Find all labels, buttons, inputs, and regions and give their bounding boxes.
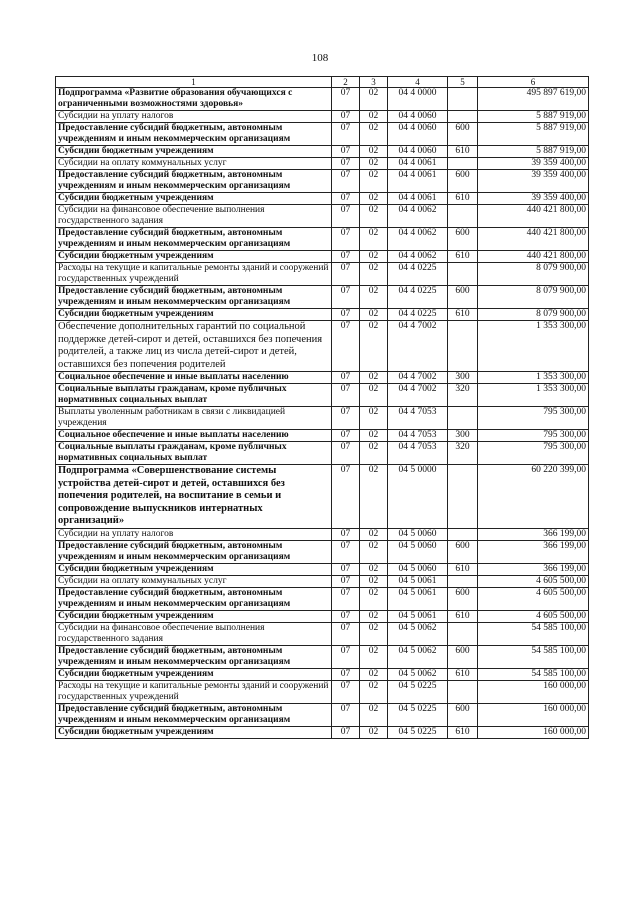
row-subsection-cell: 02 xyxy=(360,111,388,123)
row-target-code-cell: 04 5 0225 xyxy=(388,680,448,703)
row-name-cell: Субсидии на уплату налогов xyxy=(56,528,332,540)
row-target-code-cell: 04 4 0062 xyxy=(388,251,448,263)
row-name-cell: Предоставление субсидий бюджетным, автономным учреждениям и иным некоммерческим организациям xyxy=(56,587,332,610)
row-amount-cell: 795 300,00 xyxy=(478,442,589,465)
row-amount-cell: 54 585 100,00 xyxy=(478,668,589,680)
table-row xyxy=(56,407,589,430)
table-row xyxy=(56,384,589,407)
row-expense-type-cell: 610 xyxy=(448,610,478,622)
row-subsection-cell: 02 xyxy=(360,251,388,263)
row-target-code-cell: 04 5 0060 xyxy=(388,528,448,540)
row-section-cell: 07 xyxy=(332,726,360,738)
row-subsection-cell: 02 xyxy=(360,158,388,170)
row-name-cell: Субсидии бюджетным учреждениям xyxy=(56,309,332,321)
row-name-cell: Субсидии на уплату налогов xyxy=(56,111,332,123)
row-section-cell: 07 xyxy=(332,587,360,610)
table-row xyxy=(56,170,589,193)
row-amount-cell: 440 421 800,00 xyxy=(478,205,589,228)
row-target-code-cell: 04 5 0225 xyxy=(388,726,448,738)
row-subsection-cell: 02 xyxy=(360,263,388,286)
row-expense-type-cell: 600 xyxy=(448,587,478,610)
row-name-cell: Социальные выплаты гражданам, кроме публичных нормативных социальных выплат xyxy=(56,442,332,465)
table-row xyxy=(56,680,589,703)
row-amount-cell: 795 300,00 xyxy=(478,407,589,430)
row-name-cell: Предоставление субсидий бюджетным, автономным учреждениям и иным некоммерческим организациям xyxy=(56,286,332,309)
row-expense-type-cell: 320 xyxy=(448,442,478,465)
row-expense-type-cell xyxy=(448,205,478,228)
row-subsection-cell: 02 xyxy=(360,407,388,430)
table-row xyxy=(56,540,589,563)
header-cell: 6 xyxy=(478,77,589,88)
row-target-code-cell: 04 4 7002 xyxy=(388,321,448,372)
row-subsection-cell: 02 xyxy=(360,228,388,251)
row-name-cell: Расходы на текущие и капитальные ремонты зданий и сооружений государственных учреждений xyxy=(56,263,332,286)
table-row xyxy=(56,668,589,680)
row-target-code-cell: 04 4 7053 xyxy=(388,442,448,465)
row-amount-cell: 366 199,00 xyxy=(478,528,589,540)
row-name-cell: Субсидии бюджетным учреждениям xyxy=(56,726,332,738)
row-amount-cell: 5 887 919,00 xyxy=(478,146,589,158)
row-name-cell: Субсидии бюджетным учреждениям xyxy=(56,251,332,263)
row-subsection-cell: 02 xyxy=(360,622,388,645)
row-section-cell: 07 xyxy=(332,384,360,407)
row-amount-cell: 1 353 300,00 xyxy=(478,384,589,407)
row-subsection-cell: 02 xyxy=(360,680,388,703)
table-row xyxy=(56,563,589,575)
row-expense-type-cell: 600 xyxy=(448,123,478,146)
row-subsection-cell: 02 xyxy=(360,205,388,228)
row-section-cell: 07 xyxy=(332,170,360,193)
row-expense-type-cell: 610 xyxy=(448,251,478,263)
table-row xyxy=(56,123,589,146)
row-expense-type-cell xyxy=(448,158,478,170)
row-subsection-cell: 02 xyxy=(360,668,388,680)
row-subsection-cell: 02 xyxy=(360,430,388,442)
header-cell: 1 xyxy=(56,77,332,88)
row-name-cell: Субсидии бюджетным учреждениям xyxy=(56,146,332,158)
row-amount-cell: 39 359 400,00 xyxy=(478,158,589,170)
row-expense-type-cell: 610 xyxy=(448,563,478,575)
row-name-cell: Предоставление субсидий бюджетным, автономным учреждениям и иным некоммерческим организациям xyxy=(56,228,332,251)
row-name-cell: Субсидии бюджетным учреждениям xyxy=(56,193,332,205)
row-amount-cell: 5 887 919,00 xyxy=(478,111,589,123)
row-target-code-cell: 04 5 0062 xyxy=(388,645,448,668)
row-expense-type-cell: 600 xyxy=(448,170,478,193)
row-amount-cell: 160 000,00 xyxy=(478,703,589,726)
row-name-cell: Подпрограмма «Развитие образования обучающихся с ограниченными возможностями здоровья» xyxy=(56,88,332,111)
row-section-cell: 07 xyxy=(332,123,360,146)
row-subsection-cell: 02 xyxy=(360,123,388,146)
row-expense-type-cell xyxy=(448,321,478,372)
row-target-code-cell: 04 4 7053 xyxy=(388,430,448,442)
row-amount-cell: 8 079 900,00 xyxy=(478,309,589,321)
row-subsection-cell: 02 xyxy=(360,726,388,738)
row-target-code-cell: 04 4 0061 xyxy=(388,158,448,170)
row-expense-type-cell: 610 xyxy=(448,309,478,321)
row-subsection-cell: 02 xyxy=(360,540,388,563)
row-target-code-cell: 04 4 0225 xyxy=(388,286,448,309)
table-header-row xyxy=(56,77,589,88)
row-amount-cell: 366 199,00 xyxy=(478,563,589,575)
row-section-cell: 07 xyxy=(332,563,360,575)
row-amount-cell: 160 000,00 xyxy=(478,680,589,703)
row-target-code-cell: 04 5 0062 xyxy=(388,668,448,680)
row-amount-cell: 54 585 100,00 xyxy=(478,645,589,668)
table-row xyxy=(56,703,589,726)
row-expense-type-cell xyxy=(448,88,478,111)
row-section-cell: 07 xyxy=(332,158,360,170)
row-amount-cell: 495 897 619,00 xyxy=(478,88,589,111)
row-subsection-cell: 02 xyxy=(360,645,388,668)
row-subsection-cell: 02 xyxy=(360,193,388,205)
row-section-cell: 07 xyxy=(332,540,360,563)
row-amount-cell: 8 079 900,00 xyxy=(478,263,589,286)
row-amount-cell: 60 220 399,00 xyxy=(478,465,589,529)
row-expense-type-cell xyxy=(448,407,478,430)
table-row xyxy=(56,251,589,263)
row-expense-type-cell: 600 xyxy=(448,228,478,251)
row-name-cell: Субсидии на оплату коммунальных услуг xyxy=(56,158,332,170)
row-section-cell: 07 xyxy=(332,193,360,205)
row-expense-type-cell: 600 xyxy=(448,703,478,726)
table-row xyxy=(56,263,589,286)
row-expense-type-cell: 300 xyxy=(448,372,478,384)
row-expense-type-cell xyxy=(448,465,478,529)
row-name-cell: Субсидии на финансовое обеспечение выполнения государственного задания xyxy=(56,622,332,645)
row-section-cell: 07 xyxy=(332,465,360,529)
row-subsection-cell: 02 xyxy=(360,575,388,587)
row-subsection-cell: 02 xyxy=(360,563,388,575)
row-subsection-cell: 02 xyxy=(360,610,388,622)
row-section-cell: 07 xyxy=(332,309,360,321)
row-amount-cell: 1 353 300,00 xyxy=(478,372,589,384)
row-section-cell: 07 xyxy=(332,575,360,587)
row-amount-cell: 160 000,00 xyxy=(478,726,589,738)
row-amount-cell: 4 605 500,00 xyxy=(478,610,589,622)
table-row xyxy=(56,158,589,170)
row-amount-cell: 4 605 500,00 xyxy=(478,575,589,587)
row-expense-type-cell: 600 xyxy=(448,540,478,563)
row-target-code-cell: 04 4 7002 xyxy=(388,384,448,407)
row-target-code-cell: 04 4 0062 xyxy=(388,205,448,228)
row-expense-type-cell: 600 xyxy=(448,645,478,668)
row-subsection-cell: 02 xyxy=(360,587,388,610)
row-amount-cell: 54 585 100,00 xyxy=(478,622,589,645)
row-subsection-cell: 02 xyxy=(360,309,388,321)
row-subsection-cell: 02 xyxy=(360,703,388,726)
row-target-code-cell: 04 4 0225 xyxy=(388,263,448,286)
header-cell: 3 xyxy=(360,77,388,88)
row-name-cell: Предоставление субсидий бюджетным, автономным учреждениям и иным некоммерческим организациям xyxy=(56,540,332,563)
row-subsection-cell: 02 xyxy=(360,372,388,384)
row-name-cell: Субсидии на оплату коммунальных услуг xyxy=(56,575,332,587)
row-section-cell: 07 xyxy=(332,645,360,668)
row-name-cell: Социальное обеспечение и иные выплаты населению xyxy=(56,430,332,442)
row-section-cell: 07 xyxy=(332,430,360,442)
row-expense-type-cell: 600 xyxy=(448,286,478,309)
row-target-code-cell: 04 4 0061 xyxy=(388,193,448,205)
table-row xyxy=(56,610,589,622)
row-target-code-cell: 04 4 0000 xyxy=(388,88,448,111)
row-expense-type-cell: 610 xyxy=(448,726,478,738)
row-section-cell: 07 xyxy=(332,622,360,645)
table-row xyxy=(56,575,589,587)
row-expense-type-cell xyxy=(448,575,478,587)
row-section-cell: 07 xyxy=(332,680,360,703)
row-section-cell: 07 xyxy=(332,703,360,726)
row-name-cell: Обеспечение дополнительных гарантий по социальной поддержке детей-сирот и детей, оставшихся без попечения родителей, а также лиц из числа детей-сирот и детей, оставшихся без попечения родителей xyxy=(56,321,332,372)
row-name-cell: Расходы на текущие и капитальные ремонты зданий и сооружений государственных учреждений xyxy=(56,680,332,703)
row-subsection-cell: 02 xyxy=(360,528,388,540)
row-expense-type-cell: 610 xyxy=(448,193,478,205)
row-amount-cell: 366 199,00 xyxy=(478,540,589,563)
table-row xyxy=(56,372,589,384)
row-section-cell: 07 xyxy=(332,610,360,622)
table-row xyxy=(56,228,589,251)
row-expense-type-cell xyxy=(448,680,478,703)
table-row xyxy=(56,193,589,205)
row-subsection-cell: 02 xyxy=(360,384,388,407)
row-section-cell: 07 xyxy=(332,111,360,123)
row-target-code-cell: 04 5 0060 xyxy=(388,540,448,563)
row-subsection-cell: 02 xyxy=(360,170,388,193)
row-amount-cell: 5 887 919,00 xyxy=(478,123,589,146)
row-target-code-cell: 04 5 0225 xyxy=(388,703,448,726)
table-row xyxy=(56,622,589,645)
row-target-code-cell: 04 5 0061 xyxy=(388,610,448,622)
row-name-cell: Предоставление субсидий бюджетным, автономным учреждениям и иным некоммерческим организациям xyxy=(56,123,332,146)
row-name-cell: Предоставление субсидий бюджетным, автономным учреждениям и иным некоммерческим организациям xyxy=(56,645,332,668)
row-target-code-cell: 04 5 0000 xyxy=(388,465,448,529)
row-expense-type-cell: 320 xyxy=(448,384,478,407)
row-amount-cell: 8 079 900,00 xyxy=(478,286,589,309)
table-row xyxy=(56,587,589,610)
row-target-code-cell: 04 4 7002 xyxy=(388,372,448,384)
row-section-cell: 07 xyxy=(332,321,360,372)
row-subsection-cell: 02 xyxy=(360,442,388,465)
header-cell: 5 xyxy=(448,77,478,88)
table-row xyxy=(56,321,589,372)
table-row xyxy=(56,726,589,738)
row-subsection-cell: 02 xyxy=(360,88,388,111)
row-amount-cell: 795 300,00 xyxy=(478,430,589,442)
row-target-code-cell: 04 4 0060 xyxy=(388,123,448,146)
row-section-cell: 07 xyxy=(332,372,360,384)
row-subsection-cell: 02 xyxy=(360,321,388,372)
row-amount-cell: 39 359 400,00 xyxy=(478,193,589,205)
row-section-cell: 07 xyxy=(332,528,360,540)
row-section-cell: 07 xyxy=(332,286,360,309)
table-row xyxy=(56,88,589,111)
budget-table xyxy=(55,76,589,739)
row-expense-type-cell xyxy=(448,528,478,540)
row-section-cell: 07 xyxy=(332,88,360,111)
table-row xyxy=(56,286,589,309)
row-name-cell: Субсидии бюджетным учреждениям xyxy=(56,668,332,680)
row-expense-type-cell xyxy=(448,622,478,645)
row-name-cell: Выплаты уволенным работникам в связи с ликвидацией учреждения xyxy=(56,407,332,430)
table-row xyxy=(56,528,589,540)
row-name-cell: Субсидии бюджетным учреждениям xyxy=(56,563,332,575)
row-section-cell: 07 xyxy=(332,205,360,228)
row-target-code-cell: 04 4 0062 xyxy=(388,228,448,251)
table-row xyxy=(56,430,589,442)
table-row xyxy=(56,309,589,321)
row-section-cell: 07 xyxy=(332,668,360,680)
row-name-cell: Подпрограмма «Совершенствование системы устройства детей-сирот и детей, оставшихся без попечения родителей, на воспитание в семьи и сопровождение выпускников интернатных организаций» xyxy=(56,465,332,529)
row-name-cell: Социальное обеспечение и иные выплаты населению xyxy=(56,372,332,384)
row-amount-cell: 39 359 400,00 xyxy=(478,170,589,193)
row-expense-type-cell: 610 xyxy=(448,668,478,680)
row-target-code-cell: 04 5 0061 xyxy=(388,575,448,587)
row-name-cell: Субсидии на финансовое обеспечение выполнения государственного задания xyxy=(56,205,332,228)
row-section-cell: 07 xyxy=(332,146,360,158)
table-row xyxy=(56,465,589,529)
header-cell: 4 xyxy=(388,77,448,88)
row-target-code-cell: 04 4 7053 xyxy=(388,407,448,430)
row-section-cell: 07 xyxy=(332,407,360,430)
row-expense-type-cell: 300 xyxy=(448,430,478,442)
row-target-code-cell: 04 4 0225 xyxy=(388,309,448,321)
row-target-code-cell: 04 4 0060 xyxy=(388,146,448,158)
row-section-cell: 07 xyxy=(332,228,360,251)
row-amount-cell: 4 605 500,00 xyxy=(478,587,589,610)
table-row xyxy=(56,442,589,465)
table-row xyxy=(56,645,589,668)
row-subsection-cell: 02 xyxy=(360,465,388,529)
row-subsection-cell: 02 xyxy=(360,146,388,158)
row-target-code-cell: 04 4 0061 xyxy=(388,170,448,193)
row-target-code-cell: 04 5 0062 xyxy=(388,622,448,645)
row-section-cell: 07 xyxy=(332,251,360,263)
row-name-cell: Предоставление субсидий бюджетным, автономным учреждениям и иным некоммерческим организациям xyxy=(56,170,332,193)
row-subsection-cell: 02 xyxy=(360,286,388,309)
table-row xyxy=(56,146,589,158)
table-row xyxy=(56,205,589,228)
row-amount-cell: 440 421 800,00 xyxy=(478,228,589,251)
table-row xyxy=(56,111,589,123)
row-expense-type-cell: 610 xyxy=(448,146,478,158)
row-name-cell: Предоставление субсидий бюджетным, автономным учреждениям и иным некоммерческим организациям xyxy=(56,703,332,726)
row-amount-cell: 440 421 800,00 xyxy=(478,251,589,263)
row-target-code-cell: 04 5 0061 xyxy=(388,587,448,610)
row-section-cell: 07 xyxy=(332,263,360,286)
row-amount-cell: 1 353 300,00 xyxy=(478,321,589,372)
row-name-cell: Социальные выплаты гражданам, кроме публичных нормативных социальных выплат xyxy=(56,384,332,407)
header-cell: 2 xyxy=(332,77,360,88)
page-number: 108 xyxy=(311,52,329,64)
row-name-cell: Субсидии бюджетным учреждениям xyxy=(56,610,332,622)
row-section-cell: 07 xyxy=(332,442,360,465)
row-expense-type-cell xyxy=(448,263,478,286)
row-expense-type-cell xyxy=(448,111,478,123)
row-target-code-cell: 04 5 0060 xyxy=(388,563,448,575)
row-target-code-cell: 04 4 0060 xyxy=(388,111,448,123)
